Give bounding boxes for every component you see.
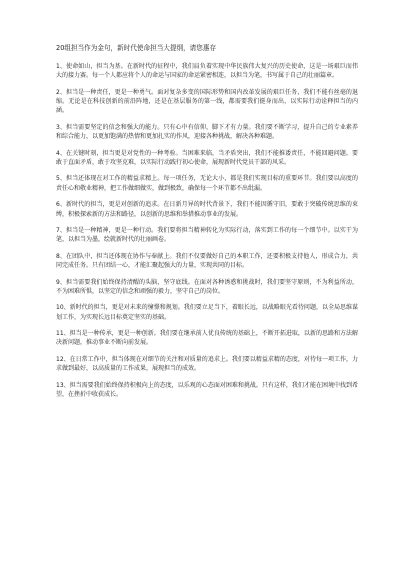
paragraph-11: 11、担当是一种传承，更是一种创新。我们要在继承前人优良传统的基础上，不断开拓进取，以新的思路和方法解决新问题，推动事业不断向前发展。 [56,330,358,347]
paragraph-2: 2、担当是一种责任，更是一种勇气。面对复杂多变的国际形势和国内改革发展的艰巨任务，我们不能有丝毫的退缩。无论是在科技创新的前沿阵地，还是在基层服务的第一线，都需要我们挺身而出，以实际行动诠释担当的内涵。 [56,88,358,115]
paragraph-8: 8、在团队中，担当还体现在协作与奉献上。我们不仅要做好自己的本职工作，还要积极支持他人，形成合力，共同完成任务。只有团结一心，才能汇聚起强大的力量，实现共同的目标。 [56,252,358,270]
paragraph-6: 6、新时代的担当，更是对创新的追求。在日新月异的时代背景下，我们不能因循守旧，要敢于突破传统思维的束缚，积极探索新的方法和路径，以创新的思维和举措推动事业的发展。 [56,201,358,218]
document-title: 20组担当作为金句，新时代使命担当大提纲，请您惠存 [56,44,217,52]
paragraph-7: 7、担当是一种精神，更是一种行动。我们要将担当精神转化为实际行动，落实到工作的每一个细节中。以实干为笔，以担当为墨，绘就新时代的壮丽画卷。 [56,226,358,244]
paragraph-4: 4、在关键时刻，担当更是对党性的一种考验。当困难来临，当矛盾突出，我们不能推诿责任，不能回避问题。要敢于直面矛盾，敢于攻坚克难，以实际行动践行初心使命，展现新时代党员干部的风采。 [56,149,358,166]
paragraph-10: 10、新时代的担当，更是对未来的憧憬和规划。我们要立足当下，着眼长远，以战略眼光看待问题，以全局思维谋划工作，为实现长远目标奠定坚实的基础。 [56,304,358,321]
paragraph-9: 9、担当需要我们始终保持清醒的头脑，坚守底线。在面对各种诱惑和挑战时，我们要坚守原则，不为利益所动，不为困难所惧，以坚定的信念和顽强的毅力，坚守自己的岗位。 [56,278,358,295]
paragraph-13: 13、担当需要我们始终保持积极向上的态度，以乐观的心态面对困难和挑战。只有这样，我们才能在困境中找到希望，在挫折中收获成长。 [56,381,358,398]
paragraph-5: 5、担当还体现在对工作的精益求精上。每一项任务，无论大小，都是我们实现目标的重要环节。我们要以高度的责任心和敬业精神，把工作做细做实，做到极致，确保每一个环节都不出纰漏。 [56,175,358,192]
paragraph-12: 12、在日常工作中，担当体现在对细节的关注和对质量的追求上。我们要以精益求精的态度，对待每一项工作，力求做到最好，以高质量的工作成果，展现担当的成效。 [56,355,358,373]
paragraph-3: 3、担当需要坚定的信念和强大的能力。只有心中有信仰，脚下才有力量。我们要不断学习，提升自己的专业素养和综合能力，以更加饱满的热情和更加扎实的作风，迎接各种挑战，解决各种难题。 [56,123,358,141]
paragraph-1: 1、使命如山，担当为基。在新时代的征程中，我们肩负着实现中华民族伟大复兴的历史使命，这是一场艰巨而伟大的接力赛。每一个人都应将个人的命运与国家的命运紧密相连，以担当为笔，书写属于自己的壮丽篇章。 [56,63,358,80]
